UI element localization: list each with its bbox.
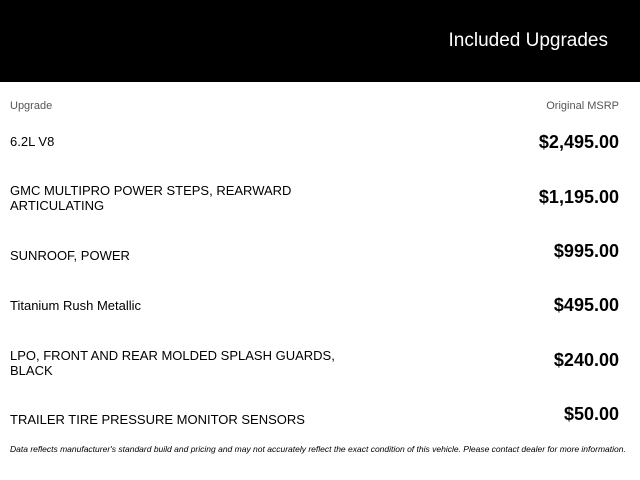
upgrade-price: $50.00 xyxy=(563,404,619,424)
upgrade-price: $495.00 xyxy=(553,295,619,315)
upgrade-name: TRAILER TIRE PRESSURE MONITOR SENSORS xyxy=(10,412,305,427)
upgrade-name: GMC MULTIPRO POWER STEPS, REARWARD ARTICULATING xyxy=(10,183,292,213)
upgrade-name: LPO, FRONT AND REAR MOLDED SPLASH GUARDS, BLACK xyxy=(10,348,335,378)
upgrade-price: $1,195.00 xyxy=(538,187,619,207)
upgrade-name: Titanium Rush Metallic xyxy=(10,298,142,313)
header-bar xyxy=(0,0,640,82)
upgrade-price: $240.00 xyxy=(553,350,619,370)
upgrade-column-header: Upgrade xyxy=(10,100,53,112)
upgrade-price: $2,495.00 xyxy=(538,132,619,152)
disclaimer-text: Data reflects manufacturer's standard build and pricing and may not accurately reflect the exact condition of this vehicle. Please contact dealer for more information. xyxy=(10,444,626,454)
msrp-column-header: Original MSRP xyxy=(546,100,619,112)
page-title: Included Upgrades xyxy=(448,30,608,51)
upgrade-price: $995.00 xyxy=(553,241,619,261)
upgrade-name: 6.2L V8 xyxy=(10,134,55,149)
upgrade-name: SUNROOF, POWER xyxy=(10,248,130,263)
